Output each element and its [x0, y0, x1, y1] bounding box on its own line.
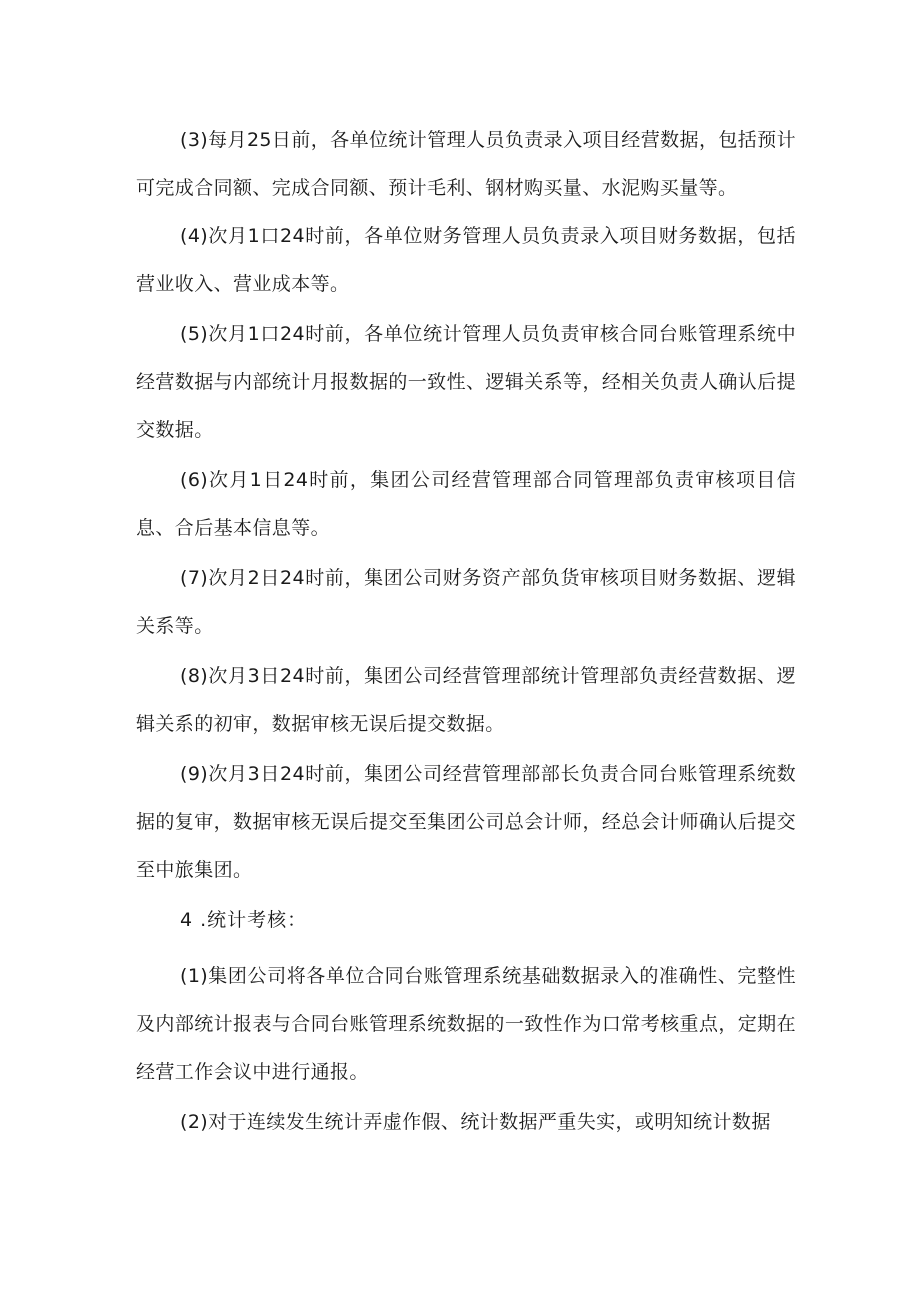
- paragraph-item-6: (6)次月1日24时前，集团公司经营管理部合同管理部负责审核项目信息、合后基本信息等。: [136, 469, 796, 539]
- paragraph-item-4: (4)次月1口24时前，各单位财务管理人员负责录入项目财务数据，包括营业收入、营业成本等。: [136, 225, 796, 295]
- paragraph-assessment-2: (2)对于连续发生统计弄虚作假、统计数据严重失实，或明知统计数据: [180, 1111, 771, 1133]
- paragraph-assessment-1: (1)集团公司将各单位合同台账管理系统基础数据录入的准确性、完整性及内部统计报表与合同台账管理系统数据的一致性作为口常考核重点，定期在经营工作会议中进行通报。: [136, 965, 796, 1083]
- paragraph-item-8: (8)次月3日24时前，集团公司经营管理部统计管理部负责经营数据、逻辑关系的初审，数据审核无误后提交数据。: [136, 665, 796, 735]
- paragraph-item-5: (5)次月1口24时前，各单位统计管理人员负责审核合同台账管理系统中经营数据与内部统计月报数据的一致性、逻辑关系等，经相关负责人确认后提交数据。: [136, 323, 796, 441]
- paragraph-item-7: (7)次月2日24时前，集团公司财务资产部负货审核项目财务数据、逻辑关系等。: [136, 567, 796, 637]
- paragraph-item-9: (9)次月3日24时前，集团公司经营管理部部长负责合同台账管理系统数据的复审，数据审核无误后提交至集团公司总会计师，经总会计师确认后提交至中旅集团。: [136, 763, 796, 881]
- section-heading-statistical-assessment: 4 .统计考核：: [180, 909, 308, 931]
- paragraph-item-3: (3)每月25日前，各单位统计管理人员负责录入项目经营数据，包括预计可完成合同额、完成合同额、预计毛利、钢材购买量、水泥购买量等。: [136, 129, 796, 199]
